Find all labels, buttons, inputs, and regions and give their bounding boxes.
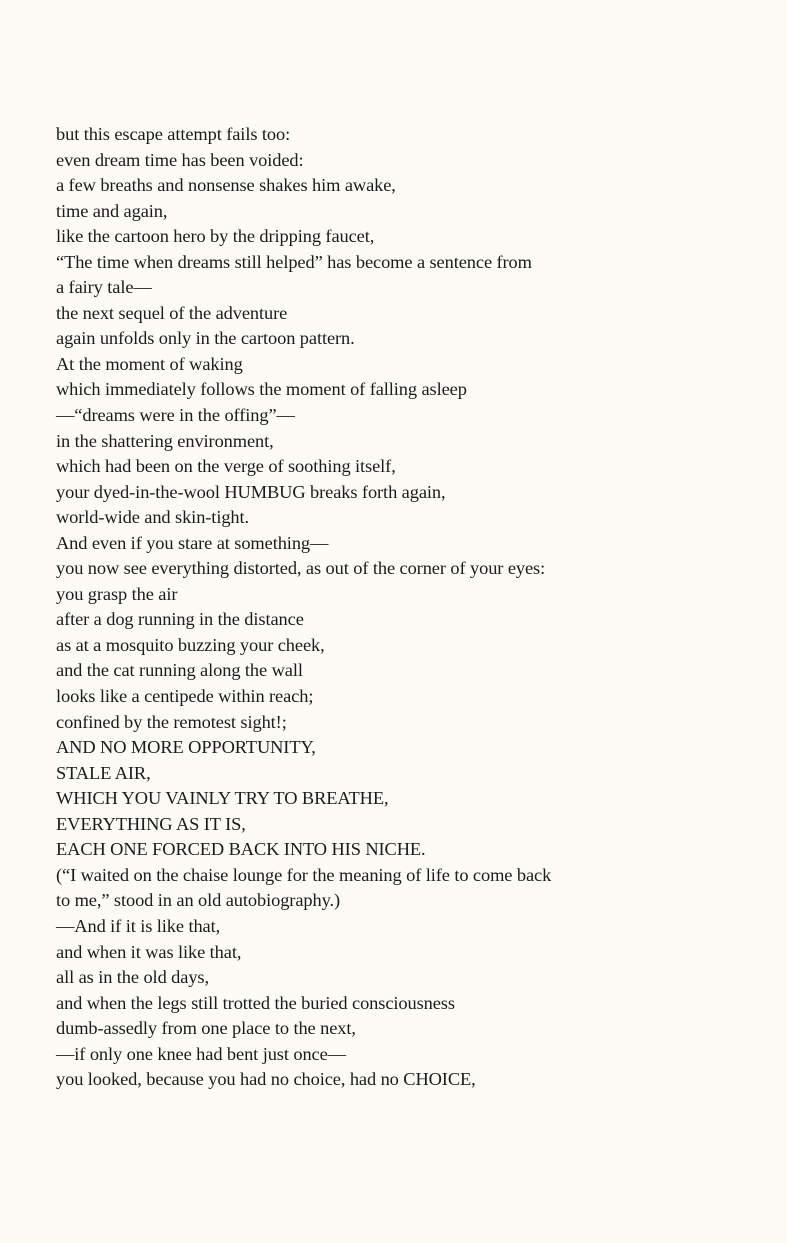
poem-line: but this escape attempt fails too:: [56, 124, 291, 144]
poem-line: dumb-assedly from one place to the next,: [56, 1018, 356, 1039]
poem-text: [56, 122, 756, 1093]
poem-line: after a dog running in the distance: [56, 609, 304, 630]
poem-line: —And if it is like that,: [56, 915, 221, 936]
poem-line: like the cartoon hero by the dripping faucet,: [56, 226, 375, 247]
poem-line: (“I waited on the chaise lounge for the meaning of life to come back: [56, 864, 552, 885]
poem-line: confined by the remotest sight!;: [56, 711, 287, 732]
poem-line: you looked, because you had no choice, had no CHOICE,: [56, 1069, 476, 1090]
poem-line: as at a mosquito buzzing your cheek,: [56, 634, 325, 655]
poem-line: world-wide and skin-tight.: [56, 507, 250, 528]
poem-line: even dream time has been voided:: [56, 149, 304, 170]
poem-line: in the shattering environment,: [56, 430, 274, 451]
poem-line: time and again,: [56, 200, 168, 221]
poem-line: which immediately follows the moment of falling asleep: [56, 379, 467, 400]
poem-line: your dyed-in-the-wool HUMBUG breaks forth again,: [56, 481, 446, 502]
poem-line: looks like a centipede within reach;: [56, 686, 314, 707]
poem-line: and when the legs still trotted the buried consciousness: [56, 992, 455, 1013]
poem-line: At the moment of waking: [56, 353, 243, 374]
poem-line: a fairy tale—: [56, 277, 152, 298]
poem-line: WHICH YOU VAINLY TRY TO BREATHE,: [56, 788, 389, 809]
poem-line: “The time when dreams still helped” has become a sentence from: [56, 251, 532, 272]
poem-line: to me,” stood in an old autobiography.): [56, 890, 340, 911]
poem-line: EACH ONE FORCED BACK INTO HIS NICHE.: [56, 839, 426, 860]
poem-line: you now see everything distorted, as out of the corner of your eyes:: [56, 558, 546, 579]
poem-line: you grasp the air: [56, 583, 178, 604]
poem-line: again unfolds only in the cartoon pattern.: [56, 328, 355, 349]
poem-line: and the cat running along the wall: [56, 660, 303, 681]
poem-line: the next sequel of the adventure: [56, 302, 288, 323]
poem-line: AND NO MORE OPPORTUNITY,: [56, 737, 316, 758]
poem-line: EVERYTHING AS IT IS,: [56, 813, 246, 834]
poem-line: a few breaths and nonsense shakes him awake,: [56, 175, 396, 196]
poem-line: which had been on the verge of soothing itself,: [56, 456, 396, 477]
poem-line: and when it was like that,: [56, 941, 242, 962]
poem-line: all as in the old days,: [56, 967, 209, 988]
poem-line: STALE AIR,: [56, 762, 151, 783]
poem-line: And even if you stare at something—: [56, 532, 329, 553]
poem-line: —if only one knee had bent just once—: [56, 1043, 346, 1064]
poem-line: —“dreams were in the offing”—: [56, 405, 295, 426]
